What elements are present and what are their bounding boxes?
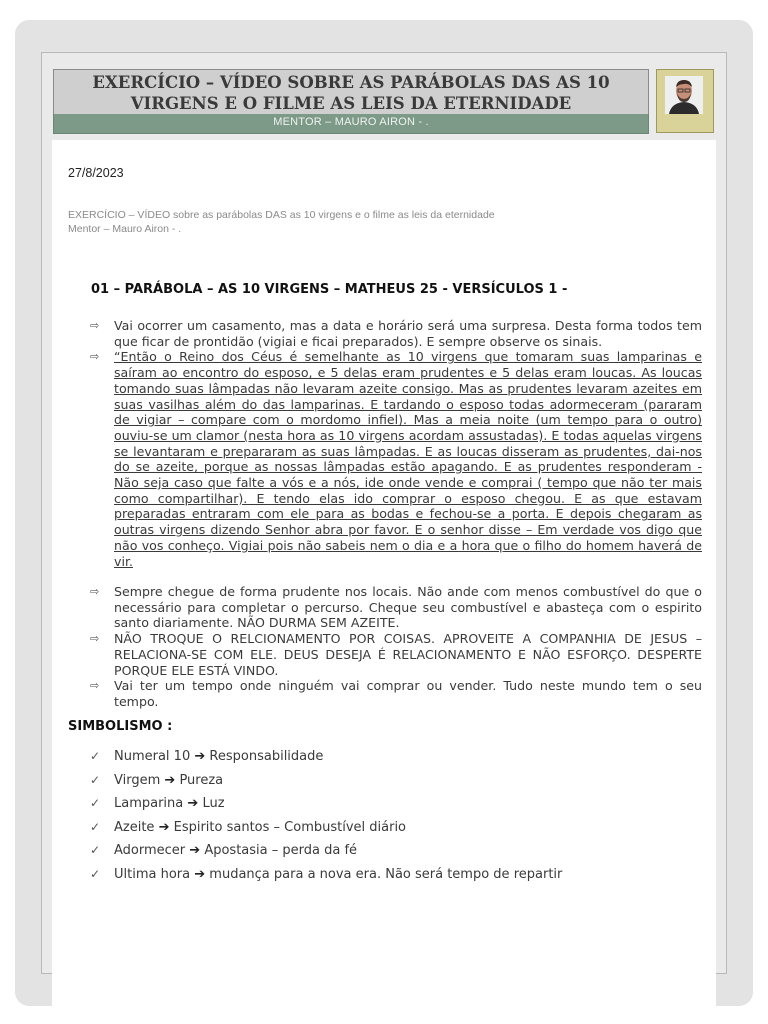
symbolism-item xyxy=(90,820,562,844)
arrow-right-icon: ➔ xyxy=(187,796,199,812)
symbol-term: Numeral 10 xyxy=(114,749,191,764)
symbol-term: Virgem xyxy=(114,772,161,788)
check-icon: ✓ xyxy=(90,749,101,763)
title-line-2: VIRGENS E O FILME AS LEIS DA ETERNIDADE xyxy=(130,94,572,113)
arrow-bullet-icon: ⇨ xyxy=(90,319,100,332)
check-icon: ✓ xyxy=(90,866,101,881)
section-heading: 01 – PARÁBOLA – AS 10 VIRGENS – MATHEUS 25 - VERSÍCULOS 1 - xyxy=(91,282,568,297)
bullet-text: Vai ocorrer um casamento, mas a data e horário será uma surpresa. Desta forma todos tem que ficar de prontidão (vigiai e ficai preparados). E sempre observe os sinais. xyxy=(114,318,702,349)
symbolism-list xyxy=(90,749,562,891)
symbol-term: Lamparina xyxy=(114,796,184,812)
symbolism-item xyxy=(90,749,562,773)
symbol-term: Adormecer xyxy=(114,843,186,859)
symbol-term: Ultima hora xyxy=(114,866,191,882)
symbolism-heading: SIMBOLISMO : xyxy=(68,719,173,734)
symbol-meaning: Responsabilidade xyxy=(209,749,324,764)
arrow-bullet-icon: ⇨ xyxy=(90,585,100,598)
check-icon: ✓ xyxy=(90,772,101,787)
title-box xyxy=(53,69,649,115)
bullet-item xyxy=(90,584,702,631)
bullet-item xyxy=(90,349,702,569)
arrow-bullet-icon: ⇨ xyxy=(90,679,100,693)
symbol-meaning: Pureza xyxy=(179,772,224,788)
bullet-list-top xyxy=(90,318,702,569)
symbolism-item xyxy=(90,867,562,891)
arrow-right-icon: ➔ xyxy=(194,866,206,882)
symbol-meaning: Apostasia – perda da fé xyxy=(204,843,358,859)
check-icon: ✓ xyxy=(90,796,101,811)
symbolism-item xyxy=(90,773,562,797)
symbolism-item xyxy=(90,796,562,820)
parable-quote: “Então o Reino dos Céus é semelhante as 10 virgens que tomaram suas lamparinas e saíram ao encontro do esposo, e 5 delas eram prudentes e 5 delas eram loucas. As loucas tomando suas lâmpadas não levaram azeite consigo. Mas as prudentes levaram azeites em suas vasilhas além do das lamparinas. E tardando o esposo todas adormeceram (pararam de vigiar – compare com o mordomo infiel). Mas a meia noite (um tempo para o outro) ouviu-se um clamor (nesta hora as 10 virgens acordam assustadas). E todas aquelas virgens se levantaram e prepararam as suas lâmpadas. E as loucas disseram as prudentes, dai-nos do se azeite, porque as nossas lâmpadas estão apagando. E as prudentes responderam - Não seja caso que falte a vós e a nós, ide onde vende e comprai ( tempo que não ter mais como compartilhar). E tendo elas ido comprar o esposo chegou. E as que estavam preparadas entraram com ele para as bodas e fechou-se a porta. E depois chegaram as outras virgens dizendo Senhor abra por favor. E o senhor disse – Em verdade vos digo que não vos conheço. Vigiai pois não sabeis nem o dia e a hora que o filho do homem haverá de vir. xyxy=(114,349,702,569)
document-date: 27/8/2023 xyxy=(68,166,124,180)
symbol-meaning: mudança para a nova era. Não será tempo de repartir xyxy=(209,866,563,882)
document-page xyxy=(52,140,716,1024)
bullet-text: Vai ter um tempo onde ninguém vai comprar ou vender. Tudo neste mundo tem o seu tempo. xyxy=(114,678,702,709)
repeat-title: EXERCÍCIO – VÍDEO sobre as parábolas DAS as 10 virgens e o filme as leis da eternidade xyxy=(68,209,495,221)
arrow-right-icon: ➔ xyxy=(189,843,201,859)
arrow-right-icon: ➔ xyxy=(164,772,176,788)
symbol-meaning: Luz xyxy=(202,796,225,812)
mentor-subtitle: MENTOR – MAURO AIRON - . xyxy=(273,116,429,128)
arrow-right-icon: ➔ xyxy=(194,749,206,764)
page-title xyxy=(54,72,648,114)
bullet-item xyxy=(90,678,702,709)
portrait-image xyxy=(665,76,703,114)
subtitle-bar xyxy=(53,114,649,134)
bullet-item xyxy=(90,631,702,678)
symbolism-item xyxy=(90,843,562,867)
bullet-list-bottom xyxy=(90,584,702,710)
author-photo xyxy=(656,69,714,133)
check-icon: ✓ xyxy=(90,819,101,834)
bullet-item xyxy=(90,318,702,349)
bullet-text: NÃO TROQUE O RELCIONAMENTO POR COISAS. APROVEITE A COMPANHIA DE JESUS – RELACIONA-SE COM ELE. DEUS DESEJA É RELACIONAMENTO E NÃO ESFORÇO. DESPERTE PORQUE ELE ESTÁ VINDO. xyxy=(114,631,702,678)
repeat-mentor: Mentor – Mauro Airon - . xyxy=(68,223,182,235)
symbol-meaning: Espirito santos – Combustível diário xyxy=(173,819,407,835)
bullet-text: Sempre chegue de forma prudente nos locais. Não ande com menos combustível do que o necessário para completar o percurso. Cheque seu combustível e abasteça com o espirito santo diariamente. NÃO DURMA SEM AZEITE. xyxy=(114,584,702,631)
symbol-term: Azeite xyxy=(114,819,155,835)
arrow-right-icon: ➔ xyxy=(158,819,170,835)
check-icon: ✓ xyxy=(90,843,101,858)
title-line-1: EXERCÍCIO – VÍDEO SOBRE AS PARÁBOLAS DAS AS 10 xyxy=(92,73,610,92)
arrow-bullet-icon: ⇨ xyxy=(90,350,100,364)
arrow-bullet-icon: ⇨ xyxy=(90,632,100,646)
